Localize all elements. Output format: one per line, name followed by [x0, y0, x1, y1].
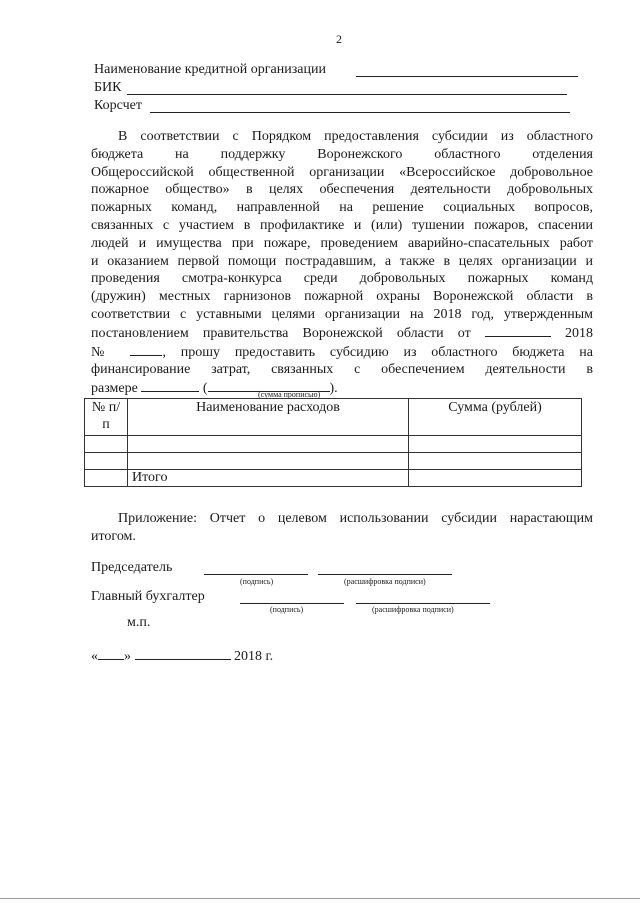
- paragraph-line: пожарное общество» в целях обеспечения деятельности добровольных: [91, 182, 593, 198]
- chairman-signature-caption: (подпись): [240, 577, 274, 586]
- paragraph-line-number: [91, 343, 593, 362]
- date-year: 2018 г.: [234, 649, 274, 664]
- decree-number-field[interactable]: [130, 343, 162, 356]
- bik-field[interactable]: [127, 80, 567, 95]
- date-open-quote: «: [91, 649, 98, 664]
- decree-date-field[interactable]: [485, 324, 551, 337]
- date-month-field[interactable]: [135, 647, 231, 660]
- credit-org-field[interactable]: [356, 62, 578, 77]
- chairman-decoding-caption: (расшифровка подписи): [344, 577, 426, 586]
- decree-text: постановлением правительства Воронежской области от: [91, 325, 471, 341]
- paragraph-line: Общероссийской общественной организации «Всероссийское добровольное: [91, 164, 593, 180]
- chairman-label: Председатель: [91, 560, 173, 575]
- amount-open-paren: (: [202, 381, 208, 397]
- corr-account-field[interactable]: [150, 98, 570, 113]
- expenses-table: [84, 398, 582, 487]
- table-cell[interactable]: [409, 436, 582, 453]
- col-amount-header: Сумма (рублей): [409, 399, 582, 436]
- table-cell[interactable]: [409, 453, 582, 470]
- paragraph-line: бюджета на поддержку Воронежского областного отделения: [91, 146, 593, 162]
- paragraph-line: пожарных команд, направленной на решение социальных вопросов,: [91, 200, 593, 216]
- chairman-decoding-field[interactable]: [318, 560, 452, 575]
- col-number-header: № п/п: [85, 399, 128, 436]
- paragraph-line: финансирование затрат, связанных с обеспечением деятельности в: [91, 362, 593, 378]
- paragraph-line: связанных с участием в профилактике и (или) тушении пожаров, спасении: [91, 217, 593, 233]
- request-paragraph: [91, 128, 593, 398]
- accountant-label: Главный бухгалтер: [91, 589, 205, 604]
- stamp-label: м.п.: [127, 615, 151, 630]
- total-amount-cell[interactable]: [409, 470, 582, 487]
- date-day-field[interactable]: [98, 647, 124, 660]
- amount-close-paren: ).: [329, 381, 338, 397]
- table-cell: [85, 470, 128, 487]
- total-label: Итого: [128, 470, 409, 487]
- chairman-signature-field[interactable]: [204, 560, 308, 575]
- corr-account-label: Корсчет: [94, 98, 142, 113]
- amount-label: размере: [91, 381, 138, 397]
- date-close-quote: »: [124, 649, 131, 664]
- paragraph-line: (дружин) местных гарнизонов пожарной охраны Воронежской области в: [91, 289, 593, 305]
- bik-label: БИК: [94, 80, 122, 95]
- attachment-line: Приложение: Отчет о целевом использовании субсидии нарастающим: [118, 511, 593, 526]
- paragraph-line: В соответствии с Порядком предоставления субсидии из областного: [118, 129, 593, 144]
- page-number: 2: [336, 32, 342, 46]
- accountant-decoding-caption: (расшифровка подписи): [372, 605, 454, 614]
- amount-caption: (сумма прописью): [258, 390, 321, 399]
- table-cell[interactable]: [128, 436, 409, 453]
- table-row: [85, 436, 582, 453]
- accountant-signature-caption: (подпись): [270, 605, 304, 614]
- page-bottom-edge: [0, 898, 640, 899]
- col-name-header: Наименование расходов: [128, 399, 409, 436]
- date-line: [91, 647, 273, 665]
- attachment-line: итогом.: [91, 528, 136, 544]
- accountant-decoding-field[interactable]: [356, 589, 490, 604]
- paragraph-line-decree: [91, 324, 593, 343]
- paragraph-line: людей и имущества при пожаре, проведением аварийно-спасательных работ: [91, 235, 593, 251]
- credit-org-label: Наименование кредитной организации: [94, 62, 326, 77]
- request-text: , прошу предоставить субсидию из областного бюджета на: [162, 344, 593, 360]
- decree-year: 2018: [565, 325, 594, 341]
- paragraph-line: проведения смотра-конкурса среди добровольных пожарных команд: [91, 271, 593, 287]
- attachment-note: [91, 510, 593, 546]
- table-cell[interactable]: [128, 453, 409, 470]
- paragraph-line-amount: [91, 379, 593, 398]
- amount-digits-field[interactable]: [141, 379, 199, 392]
- table-cell[interactable]: [85, 436, 128, 453]
- paragraph-line: соответствии с уставными целями организации на 2018 год, утвержденным: [91, 306, 593, 322]
- accountant-signature-field[interactable]: [240, 589, 344, 604]
- table-cell[interactable]: [85, 453, 128, 470]
- number-sign: №: [91, 344, 116, 360]
- table-total-row: [85, 470, 582, 487]
- paragraph-line: и оказанием первой помощи пострадавшим, а также в целях организации и: [91, 253, 593, 269]
- table-header-row: [85, 399, 582, 436]
- table-row: [85, 453, 582, 470]
